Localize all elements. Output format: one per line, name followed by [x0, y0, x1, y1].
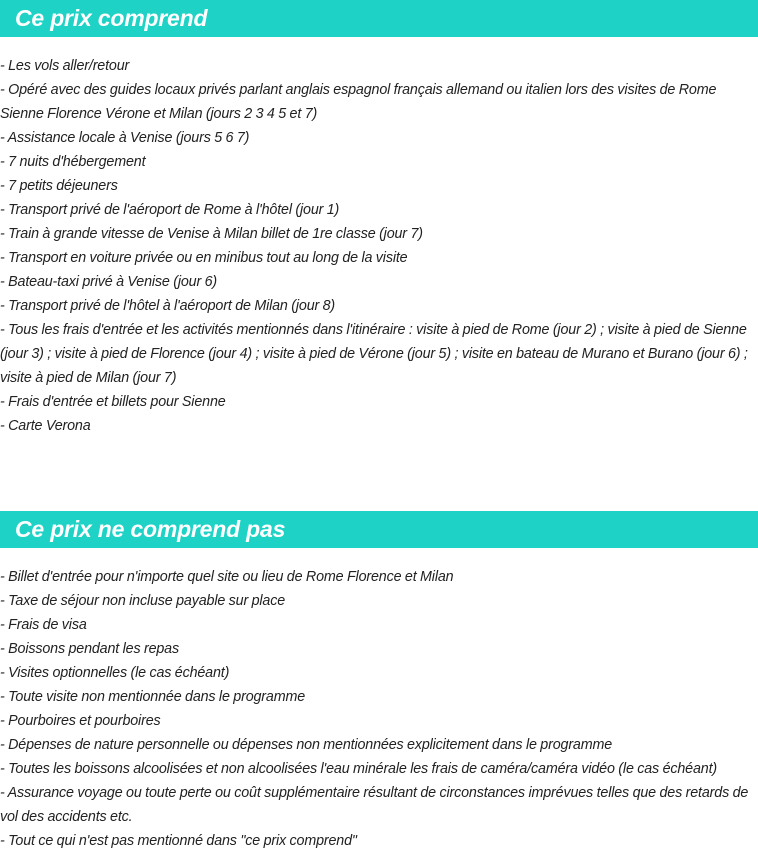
- list-item: - Boissons pendant les repas: [0, 641, 179, 657]
- list-item: - 7 nuits d'hébergement: [0, 154, 146, 170]
- list-item: - Transport en voiture privée ou en minibus tout au long de la visite: [0, 250, 408, 266]
- list-item: - Carte Verona: [0, 418, 91, 434]
- includes-list: [0, 54, 758, 438]
- excludes-title: Ce prix ne comprend pas: [15, 516, 286, 542]
- list-item: - Assurance voyage ou toute perte ou coût supplémentaire résultant de circonstances imprévues telles que des retards de vol des accidents etc.: [0, 785, 749, 825]
- list-item: - Toutes les boissons alcoolisées et non alcoolisées l'eau minérale les frais de caméra/caméra vidéo (le cas échéant): [0, 761, 718, 777]
- list-item: - Taxe de séjour non incluse payable sur place: [0, 593, 286, 609]
- includes-title: Ce prix comprend: [15, 5, 208, 31]
- includes-banner: [0, 0, 758, 37]
- list-item: - Pourboires et pourboires: [0, 713, 161, 729]
- list-item: - Tous les frais d'entrée et les activités mentionnés dans l'itinéraire : visite à pied de Rome (jour 2) ; visite à pied de Sienne (jour 3) ; visite à pied de Florence (jour 4) ; visite à pied de Vérone (jour 5) ; visite en bateau de Murano et Burano (jour 6) ; visite à pied de Milan (jour 7): [0, 322, 748, 386]
- list-item: - Assistance locale à Venise (jours 5 6 7): [0, 130, 250, 146]
- list-item: - 7 petits déjeuners: [0, 178, 118, 194]
- list-item: - Frais d'entrée et billets pour Sienne: [0, 394, 226, 410]
- list-item: - Toute visite non mentionnée dans le programme: [0, 689, 306, 705]
- list-item: - Frais de visa: [0, 617, 87, 633]
- list-item: - Dépenses de nature personnelle ou dépenses non mentionnées explicitement dans le programme: [0, 737, 613, 753]
- list-item: - Transport privé de l'aéroport de Rome à l'hôtel (jour 1): [0, 202, 340, 218]
- list-item: - Visites optionnelles (le cas échéant): [0, 665, 230, 681]
- excludes-banner: [0, 511, 758, 548]
- list-item: - Train à grande vitesse de Venise à Milan billet de 1re classe (jour 7): [0, 226, 423, 242]
- list-item: - Les vols aller/retour: [0, 58, 130, 74]
- list-item: - Opéré avec des guides locaux privés parlant anglais espagnol français allemand ou italien lors des visites de Rome Sienne Florence Vérone et Milan (jours 2 3 4 5 et 7): [0, 82, 717, 122]
- excludes-section: [0, 511, 758, 853]
- list-item: - Tout ce qui n'est pas mentionné dans "ce prix comprend": [0, 833, 357, 849]
- list-item: - Transport privé de l'hôtel à l'aéroport de Milan (jour 8): [0, 298, 336, 314]
- list-item: - Billet d'entrée pour n'importe quel site ou lieu de Rome Florence et Milan: [0, 569, 454, 585]
- list-item: - Bateau-taxi privé à Venise (jour 6): [0, 274, 218, 290]
- excludes-list: [0, 565, 758, 853]
